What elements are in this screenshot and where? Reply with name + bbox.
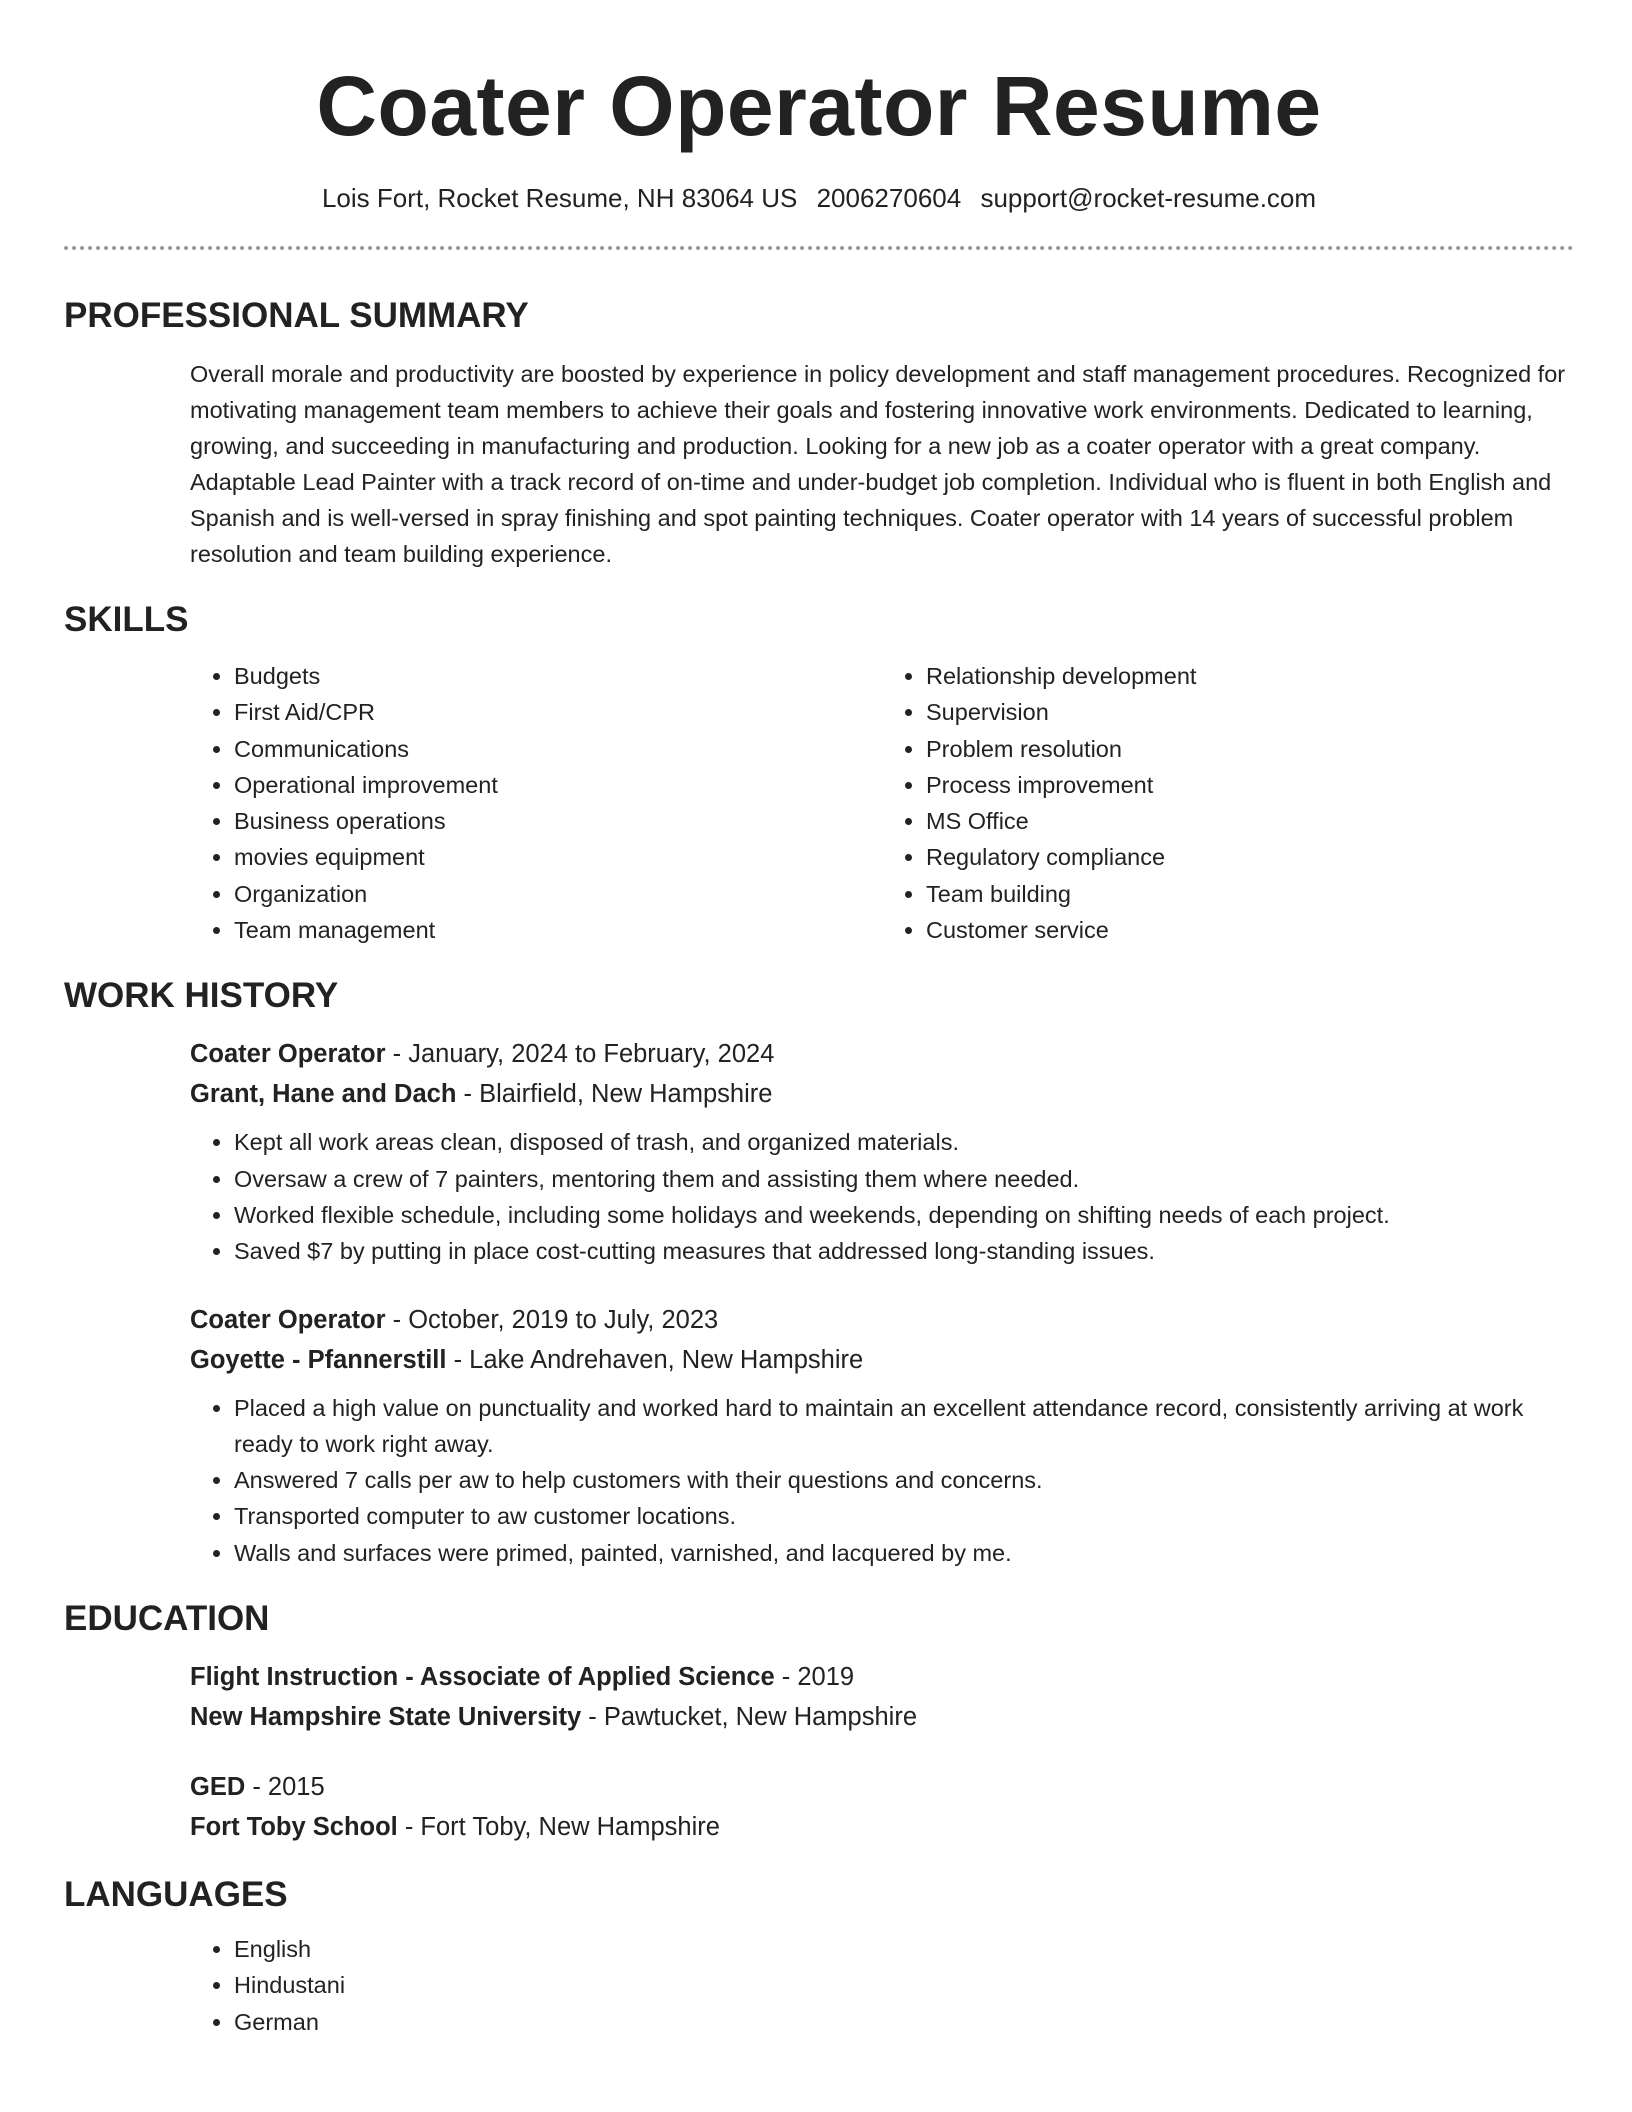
job-bullet: • Worked flexible schedule, including some holidays and weekends, depending on shifting needs of each project. [234, 1197, 1574, 1233]
skill-item: • movies equipment [234, 839, 882, 875]
skill-item: • First Aid/CPR [234, 694, 882, 730]
skill-item: • Organization [234, 876, 882, 912]
skill-item: • Relationship development [926, 658, 1574, 694]
education-section [64, 1597, 1574, 1847]
summary-heading: PROFESSIONAL SUMMARY [64, 296, 529, 335]
summary-text: Overall morale and productivity are boosted by experience in policy development and staff management procedures. Recognized for motivating management team members to achieve their goals and fostering innovative work environments. Dedicated to learning, growing, and succeeding in manufacturing and production. Looking for a new job as a coater operator with a great company. Adaptable Lead Painter with a track record of on-time and under-budget job completion. Individual who is fluent in both English and Spanish and is well-versed in spray finishing and spot painting techniques. Coater operator with 14 years of successful problem resolution and team building experience. [190, 361, 1566, 567]
education-heading: EDUCATION [64, 1599, 270, 1639]
skill-item: • Problem resolution [926, 731, 1574, 767]
job-entry [190, 1300, 1574, 1571]
skill-item: • Communications [234, 731, 882, 767]
languages-list [190, 1931, 1574, 2040]
skill-item: • Budgets [234, 658, 882, 694]
skill-item: • Business operations [234, 803, 882, 839]
job-title: Coater Operator [190, 1305, 386, 1334]
job-dates: - October, 2019 to July, 2023 [385, 1305, 719, 1334]
skills-list-left [190, 658, 882, 948]
skill-item: • Regulatory compliance [926, 839, 1574, 875]
degree-line [190, 1767, 1574, 1807]
languages-heading: LANGUAGES [64, 1875, 288, 1915]
job-company: Grant, Hane and Dach [190, 1080, 457, 1109]
contact-phone: 2006270604 [816, 183, 962, 213]
skill-item: • Team management [234, 912, 882, 948]
skill-item: • Customer service [926, 912, 1574, 948]
degree-line [190, 1657, 1574, 1697]
contact-line [64, 180, 1574, 216]
skills-columns [190, 658, 1574, 948]
job-bullet: • Saved $7 by putting in place cost-cutting measures that addressed long-standing issues. [234, 1233, 1574, 1269]
job-dates: - January, 2024 to February, 2024 [385, 1040, 775, 1069]
school-line [190, 1697, 1574, 1737]
job-bullet: • Answered 7 calls per aw to help customers with their questions and concerns. [234, 1462, 1574, 1498]
work-section [64, 974, 1574, 1571]
job-location: - Blairfield, New Hampshire [456, 1080, 773, 1109]
skills-list-right [882, 658, 1574, 948]
skills-section [64, 598, 1574, 948]
job-company: Goyette - Pfannerstill [190, 1345, 447, 1374]
summary-section [64, 294, 1574, 572]
degree-name: GED [190, 1773, 246, 1802]
job-bullet: • Placed a high value on punctuality and worked hard to maintain an excellent attendance record, consistently arriving at work ready to work right away. [234, 1390, 1574, 1463]
degree-name: Flight Instruction - Associate of Applied Science [190, 1663, 775, 1692]
skill-item: • Team building [926, 876, 1574, 912]
skill-item: • Supervision [926, 694, 1574, 730]
education-entry [190, 1767, 1574, 1847]
language-item: • English [234, 1931, 1574, 1967]
job-bullets [190, 1124, 1574, 1269]
work-heading: WORK HISTORY [64, 976, 339, 1016]
job-company-line [190, 1074, 1574, 1114]
job-bullet: • Oversaw a crew of 7 painters, mentoring them and assisting them where needed. [234, 1161, 1574, 1197]
degree-year: - 2019 [774, 1663, 855, 1692]
languages-section [64, 1873, 1574, 2040]
header-divider [64, 246, 1574, 250]
job-bullets [190, 1390, 1574, 1571]
skill-item: • Operational improvement [234, 767, 882, 803]
school-name: Fort Toby School [190, 1813, 398, 1842]
contact-address: Lois Fort, Rocket Resume, NH 83064 US [321, 183, 798, 213]
job-title-line [190, 1034, 1574, 1074]
job-title-line [190, 1300, 1574, 1340]
resume-page [64, 0, 1574, 2040]
job-title: Coater Operator [190, 1040, 386, 1069]
language-item: • Hindustani [234, 1967, 1574, 2003]
language-item: • German [234, 2004, 1574, 2040]
skill-item: • MS Office [926, 803, 1574, 839]
job-bullet: • Walls and surfaces were primed, painted, varnished, and lacquered by me. [234, 1535, 1574, 1571]
school-location: - Pawtucket, New Hampshire [581, 1703, 918, 1732]
skills-heading: SKILLS [64, 600, 189, 639]
job-bullet: • Transported computer to aw customer locations. [234, 1498, 1574, 1534]
job-entry [190, 1034, 1574, 1269]
education-entry [190, 1657, 1574, 1737]
job-bullet: • Kept all work areas clean, disposed of trash, and organized materials. [234, 1124, 1574, 1160]
school-location: - Fort Toby, New Hampshire [397, 1813, 720, 1842]
skill-item: • Process improvement [926, 767, 1574, 803]
job-company-line [190, 1340, 1574, 1380]
school-line [190, 1807, 1574, 1847]
school-name: New Hampshire State University [190, 1703, 582, 1732]
page-title: Coater Operator Resume [316, 59, 1322, 153]
job-location: - Lake Andrehaven, New Hampshire [446, 1345, 864, 1374]
degree-year: - 2015 [245, 1773, 325, 1802]
contact-email: support@rocket-resume.com [980, 183, 1317, 213]
